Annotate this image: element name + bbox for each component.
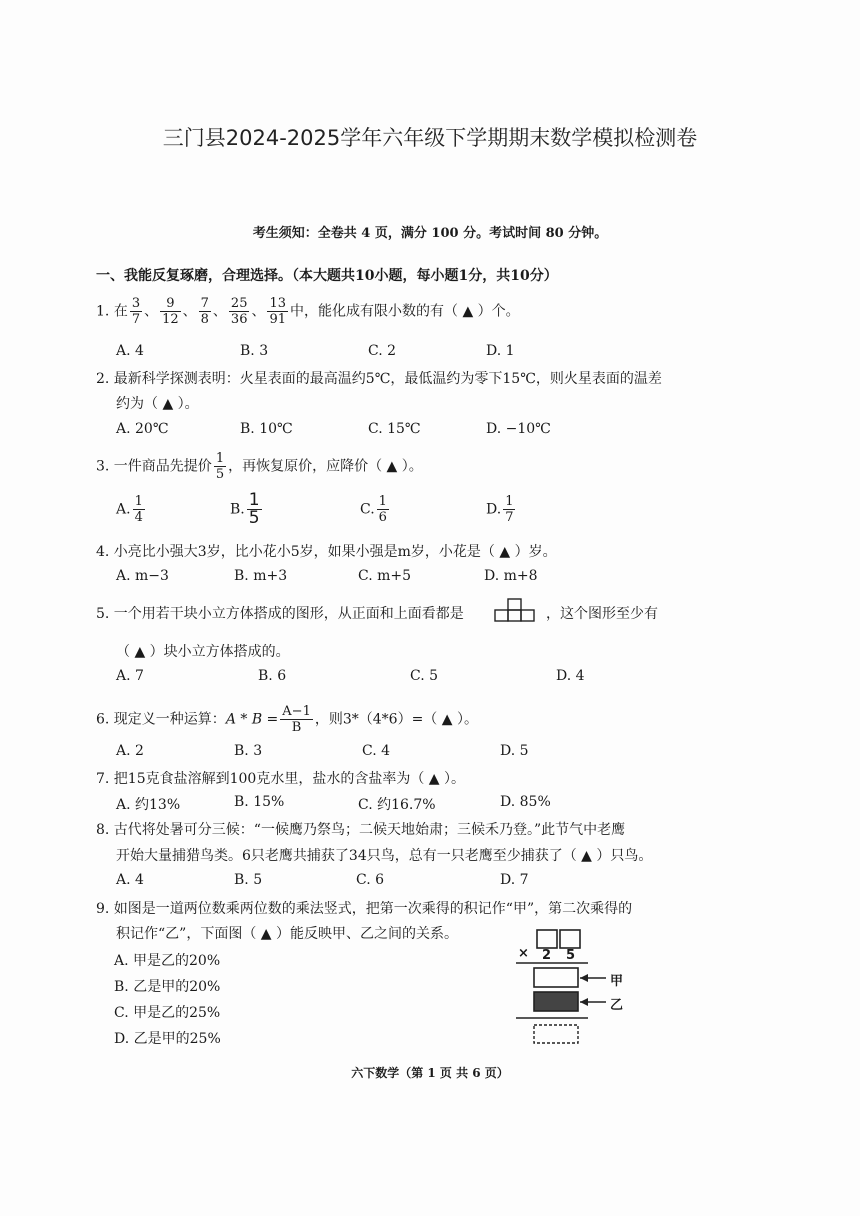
q4-option-d: D. m+8 [484,568,538,584]
question-9-line-1: 9. 如图是一道两位数乘两位数的乘法竖式，把第一次乘得的积记作“甲”，第二次乘得的 [96,901,633,917]
label-yi: 乙 [610,998,624,1013]
q9-option-b: B. 乙是甲的20% [114,979,221,995]
fraction: $\frac{7}{8}$ [200,296,209,327]
q5-option-d: D. 4 [556,668,585,684]
q4-option-c: C. m+5 [358,568,412,584]
q6-option-d: D. 5 [500,743,529,759]
q1-option-c: C. 2 [368,343,397,359]
question-2-line-2: 约为（ ▲ ）。 [116,396,199,412]
question-1: 1. 在 $\frac{3}{7}$ 、 $\frac{9}{12}$ 、 $\frac{7}{8}$ 、 $\frac{25}{36}$ 、 $\frac{13}{91}$ 中，能化成有限小数的有（ ▲ ）个。 [96,296,520,327]
multiplication-figure [512,928,642,1052]
cube-view-figure [494,598,536,622]
fraction: $\frac{3}{7}$ [131,296,141,327]
q9-option-d: D. 乙是甲的25% [114,1031,221,1047]
q1-option-a: A. 4 [116,343,144,359]
question-9-line-2: 积记作“乙”，下面图（ ▲ ）能反映甲、乙之间的关系。 [116,926,458,942]
page-title: 三门县2024-2025学年六年级下学期期末数学模拟检测卷 [162,126,698,150]
q2-option-d: D. −10℃ [486,421,551,437]
question-3: 3. 一件商品先提价 $\frac{1}{5}$ ，再恢复原价，应降价（ ▲ ）。 [96,451,423,482]
multiplication-figure-lines [512,928,642,1052]
question-5-line-1-end: ，这个图形至少有 [546,606,658,622]
section-heading-1: 一、我能反复琢磨，合理选择。（本大题共10小题，每小题1分，共10分） [96,268,558,284]
q8-option-b: B. 5 [234,872,263,888]
q7-option-c: C. 约16.7% [358,797,436,813]
q4-option-b: B. m+3 [234,568,288,584]
q9-option-a: A. 甲是乙的20% [114,953,221,969]
q5-option-b: B. 6 [258,668,287,684]
q2-option-a: A. 20℃ [116,421,169,437]
fraction: $\frac{9}{12}$ [162,296,179,327]
q6-option-a: A. 2 [116,743,144,759]
q3-option-d: D. $\frac{1}{7}$ [486,494,514,525]
q6-option-c: C. 4 [362,743,391,759]
q5-option-c: C. 5 [410,668,439,684]
label-jia: 甲 [610,974,624,989]
q5-option-a: A. 7 [116,668,144,684]
q7-option-a: A. 约13% [116,797,181,813]
q2-option-b: B. 10℃ [240,421,293,437]
q8-option-d: D. 7 [500,872,529,888]
question-8-line-1: 8. 古代将处暑可分三候：“一候鹰乃祭鸟；二候天地始肃；三候禾乃登。”此节气中老鹰 [96,822,626,838]
q8-option-a: A. 4 [116,872,144,888]
fraction: $\frac{1}{5}$ [215,451,225,482]
times-sign: × [518,946,529,961]
page-footer: 六下数学（第 1 页 共 6 页） [351,1066,509,1080]
fraction: $\frac{13}{91}$ [269,296,287,327]
q7-option-d: D. 85% [500,794,551,810]
multiplier-digit-5: 5 [566,948,576,963]
question-2-line-1: 2. 最新科学探测表明：火星表面的最高温约5℃，最低温约为零下15℃，则火星表面的温差 [96,371,662,387]
q3-option-c: C. $\frac{1}{6}$ [360,494,387,525]
q2-option-c: C. 15℃ [368,421,421,437]
q8-option-c: C. 6 [356,872,385,888]
question-8-line-2: 开始大量捕猎鸟类。6只老鹰共捕获了34只鸟，总有一只老鹰至少捕获了（ ▲ ）只鸟。 [116,848,653,864]
q1-option-b: B. 3 [240,343,269,359]
fraction: $\frac{25}{36}$ [230,296,248,327]
q3-option-b: B. $\frac{1}{5}$ [230,490,260,528]
multiplier-digit-2: 2 [542,948,552,963]
question-5-line-1: 5. 一个用若干块小立方体搭成的图形，从正面和上面看都是 [96,606,464,622]
q7-option-b: B. 15% [234,794,285,810]
question-6: 6. 现定义一种运算：A * B = $\frac{A-1}{B}$ ，则3*（4*6）=（ ▲ ）。 [96,704,478,735]
fraction: $\frac{A-1}{B}$ [282,704,311,735]
question-4: 4. 小亮比小强大3岁，比小花小5岁，如果小强是m岁，小花是（ ▲ ）岁。 [96,544,557,560]
q4-option-a: A. m−3 [116,568,169,584]
question-7: 7. 把15克食盐溶解到100克水里，盐水的含盐率为（ ▲ ）。 [96,771,466,787]
q1-option-d: D. 1 [486,343,515,359]
q9-option-c: C. 甲是乙的25% [114,1005,221,1021]
question-5-line-2: （ ▲ ）块小立方体搭成的。 [116,644,290,660]
q6-option-b: B. 3 [234,743,263,759]
exam-notice: 考生须知：全卷共 4 页，满分 100 分。考试时间 80 分钟。 [252,226,608,241]
q3-option-a: A. $\frac{1}{4}$ [116,494,143,525]
